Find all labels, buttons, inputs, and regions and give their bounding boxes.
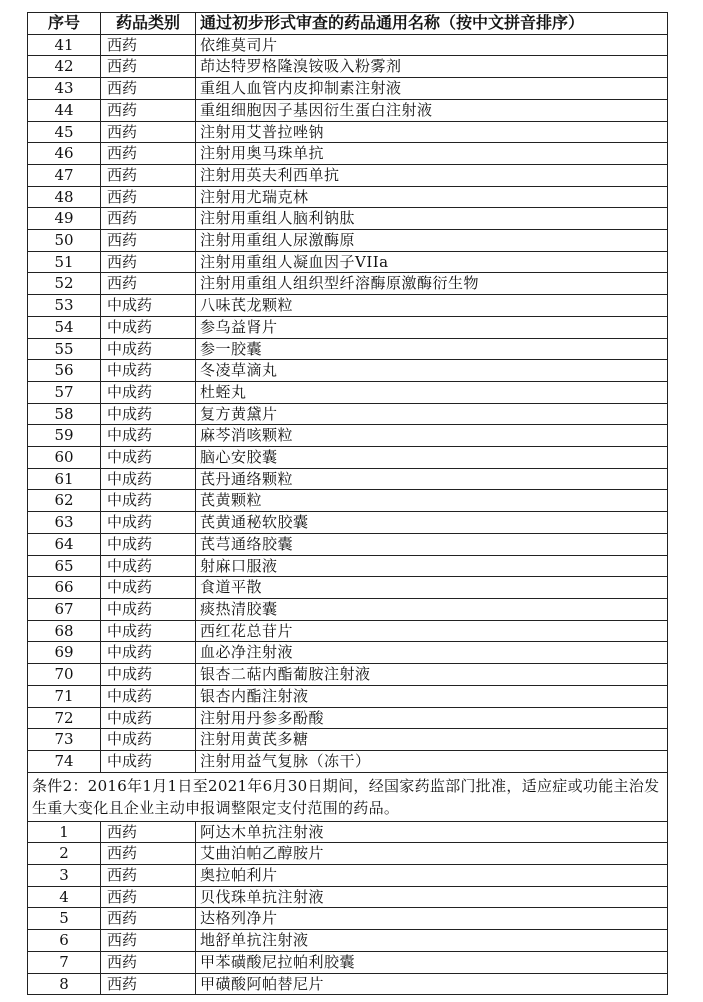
cell-drug-name: 注射用黄芪多糖 <box>196 729 668 751</box>
cell-category: 西药 <box>101 821 196 843</box>
table-row <box>28 886 668 908</box>
cell-drug-name: 阿达木单抗注射液 <box>196 821 668 843</box>
cell-category: 中成药 <box>101 642 196 664</box>
cell-drug-name: 艾曲泊帕乙醇胺片 <box>196 843 668 865</box>
cell-drug-name: 食道平散 <box>196 577 668 599</box>
cell-category: 中成药 <box>101 707 196 729</box>
cell-category: 西药 <box>101 843 196 865</box>
cell-drug-name: 参一胶囊 <box>196 338 668 360</box>
cell-no: 63 <box>28 512 101 534</box>
cell-category: 中成药 <box>101 620 196 642</box>
cell-category: 西药 <box>101 908 196 930</box>
cell-no: 46 <box>28 143 101 165</box>
cell-drug-name: 注射用英夫利西单抗 <box>196 164 668 186</box>
cell-drug-name: 达格列净片 <box>196 908 668 930</box>
cell-category: 中成药 <box>101 447 196 469</box>
cell-no: 45 <box>28 121 101 143</box>
cell-category: 中成药 <box>101 295 196 317</box>
condition-2-text: 条件2：2016年1月1日至2021年6月30日期间，经国家药监部门批准，适应症或功能主治发生重大变化且企业主动申报调整限定支付范围的药品。 <box>28 772 668 821</box>
cell-drug-name: 参乌益肾片 <box>196 316 668 338</box>
cell-category: 西药 <box>101 121 196 143</box>
drug-list-document <box>27 12 667 995</box>
table-row <box>28 295 668 317</box>
table-row <box>28 707 668 729</box>
table-row <box>28 908 668 930</box>
cell-drug-name: 注射用尤瑞克林 <box>196 186 668 208</box>
cell-drug-name: 芪芎通络胶囊 <box>196 533 668 555</box>
cell-no: 52 <box>28 273 101 295</box>
table-row <box>28 577 668 599</box>
cell-category: 西药 <box>101 251 196 273</box>
cell-no: 59 <box>28 425 101 447</box>
cell-drug-name: 依维莫司片 <box>196 34 668 56</box>
table-row <box>28 99 668 121</box>
cell-no: 71 <box>28 685 101 707</box>
cell-no: 55 <box>28 338 101 360</box>
cell-no: 72 <box>28 707 101 729</box>
cell-category: 中成药 <box>101 403 196 425</box>
cell-drug-name: 射麻口服液 <box>196 555 668 577</box>
cell-category: 西药 <box>101 56 196 78</box>
table-row <box>28 512 668 534</box>
cell-no: 4 <box>28 886 101 908</box>
cell-drug-name: 甲苯磺酸尼拉帕利胶囊 <box>196 951 668 973</box>
cell-no: 64 <box>28 533 101 555</box>
cell-drug-name: 甲磺酸阿帕替尼片 <box>196 973 668 995</box>
cell-drug-name: 芪黄颗粒 <box>196 490 668 512</box>
table-row <box>28 555 668 577</box>
cell-no: 48 <box>28 186 101 208</box>
cell-category: 中成药 <box>101 468 196 490</box>
cell-drug-name: 注射用奥马珠单抗 <box>196 143 668 165</box>
cell-category: 中成药 <box>101 338 196 360</box>
cell-no: 50 <box>28 230 101 252</box>
cell-category: 西药 <box>101 99 196 121</box>
drug-table <box>27 12 668 995</box>
cell-category: 西药 <box>101 208 196 230</box>
cell-category: 中成药 <box>101 577 196 599</box>
cell-no: 53 <box>28 295 101 317</box>
cell-no: 3 <box>28 865 101 887</box>
table-row <box>28 316 668 338</box>
cell-no: 43 <box>28 78 101 100</box>
cell-no: 1 <box>28 821 101 843</box>
cell-drug-name: 注射用重组人尿激酶原 <box>196 230 668 252</box>
cell-drug-name: 脑心安胶囊 <box>196 447 668 469</box>
cell-no: 57 <box>28 381 101 403</box>
table-row <box>28 973 668 995</box>
cell-drug-name: 注射用重组人脑利钠肽 <box>196 208 668 230</box>
condition-row <box>28 772 668 821</box>
cell-drug-name: 地舒单抗注射液 <box>196 930 668 952</box>
cell-drug-name: 杜蛭丸 <box>196 381 668 403</box>
cell-drug-name: 复方黄黛片 <box>196 403 668 425</box>
cell-no: 44 <box>28 99 101 121</box>
cell-category: 西药 <box>101 164 196 186</box>
table-row <box>28 750 668 772</box>
cell-drug-name: 奥拉帕利片 <box>196 865 668 887</box>
cell-category: 中成药 <box>101 381 196 403</box>
cell-category: 中成药 <box>101 316 196 338</box>
table-row <box>28 447 668 469</box>
cell-drug-name: 贝伐珠单抗注射液 <box>196 886 668 908</box>
table-row <box>28 381 668 403</box>
cell-no: 66 <box>28 577 101 599</box>
table-row <box>28 821 668 843</box>
cell-no: 65 <box>28 555 101 577</box>
cell-category: 中成药 <box>101 512 196 534</box>
cell-category: 西药 <box>101 865 196 887</box>
cell-no: 70 <box>28 664 101 686</box>
cell-drug-name: 八味芪龙颗粒 <box>196 295 668 317</box>
table-row <box>28 533 668 555</box>
cell-category: 西药 <box>101 34 196 56</box>
table-row <box>28 843 668 865</box>
cell-category: 中成药 <box>101 598 196 620</box>
cell-drug-name: 芪丹通络颗粒 <box>196 468 668 490</box>
cell-no: 69 <box>28 642 101 664</box>
cell-no: 62 <box>28 490 101 512</box>
cell-drug-name: 麻芩消咳颗粒 <box>196 425 668 447</box>
cell-category: 中成药 <box>101 664 196 686</box>
cell-drug-name: 注射用丹参多酚酸 <box>196 707 668 729</box>
cell-drug-name: 茚达特罗格隆溴铵吸入粉雾剂 <box>196 56 668 78</box>
table-row <box>28 143 668 165</box>
table-row <box>28 685 668 707</box>
cell-category: 中成药 <box>101 555 196 577</box>
cell-category: 中成药 <box>101 490 196 512</box>
cell-drug-name: 痰热清胶囊 <box>196 598 668 620</box>
cell-drug-name: 冬凌草滴丸 <box>196 360 668 382</box>
table-row <box>28 273 668 295</box>
table-row <box>28 186 668 208</box>
header-category: 药品类别 <box>101 13 196 35</box>
cell-drug-name: 注射用艾普拉唑钠 <box>196 121 668 143</box>
cell-no: 7 <box>28 951 101 973</box>
table-row <box>28 403 668 425</box>
table-row <box>28 951 668 973</box>
table-row <box>28 121 668 143</box>
cell-drug-name: 注射用重组人组织型纤溶酶原激酶衍生物 <box>196 273 668 295</box>
cell-drug-name: 西红花总苷片 <box>196 620 668 642</box>
cell-drug-name: 银杏内酯注射液 <box>196 685 668 707</box>
table-row <box>28 230 668 252</box>
table-row <box>28 664 668 686</box>
cell-category: 西药 <box>101 973 196 995</box>
table-row <box>28 56 668 78</box>
cell-category: 中成药 <box>101 750 196 772</box>
cell-no: 47 <box>28 164 101 186</box>
cell-no: 56 <box>28 360 101 382</box>
cell-no: 58 <box>28 403 101 425</box>
cell-no: 51 <box>28 251 101 273</box>
cell-no: 6 <box>28 930 101 952</box>
table-row <box>28 78 668 100</box>
cell-no: 5 <box>28 908 101 930</box>
table-section-a <box>28 34 668 772</box>
condition-section <box>28 772 668 821</box>
cell-drug-name: 注射用重组人凝血因子VIIa <box>196 251 668 273</box>
table-row <box>28 360 668 382</box>
table-row <box>28 338 668 360</box>
cell-drug-name: 血必净注射液 <box>196 642 668 664</box>
cell-no: 74 <box>28 750 101 772</box>
table-row <box>28 729 668 751</box>
cell-category: 中成药 <box>101 533 196 555</box>
header-drug-name: 通过初步形式审查的药品通用名称（按中文拼音排序） <box>196 13 668 35</box>
table-row <box>28 468 668 490</box>
cell-category: 中成药 <box>101 360 196 382</box>
cell-no: 49 <box>28 208 101 230</box>
table-row <box>28 425 668 447</box>
cell-category: 西药 <box>101 186 196 208</box>
table-row <box>28 208 668 230</box>
cell-no: 67 <box>28 598 101 620</box>
cell-no: 42 <box>28 56 101 78</box>
cell-category: 西药 <box>101 273 196 295</box>
cell-no: 54 <box>28 316 101 338</box>
table-row <box>28 34 668 56</box>
cell-drug-name: 注射用益气复脉（冻干） <box>196 750 668 772</box>
cell-category: 西药 <box>101 930 196 952</box>
cell-no: 41 <box>28 34 101 56</box>
cell-category: 中成药 <box>101 425 196 447</box>
cell-no: 2 <box>28 843 101 865</box>
cell-drug-name: 重组人血管内皮抑制素注射液 <box>196 78 668 100</box>
cell-no: 68 <box>28 620 101 642</box>
cell-category: 西药 <box>101 143 196 165</box>
cell-no: 60 <box>28 447 101 469</box>
cell-drug-name: 芪黄通秘软胶囊 <box>196 512 668 534</box>
table-row <box>28 251 668 273</box>
cell-no: 8 <box>28 973 101 995</box>
cell-no: 73 <box>28 729 101 751</box>
table-row <box>28 865 668 887</box>
table-row <box>28 620 668 642</box>
header-no: 序号 <box>28 13 101 35</box>
cell-drug-name: 重组细胞因子基因衍生蛋白注射液 <box>196 99 668 121</box>
table-row <box>28 164 668 186</box>
cell-category: 西药 <box>101 78 196 100</box>
cell-category: 西药 <box>101 886 196 908</box>
cell-category: 西药 <box>101 230 196 252</box>
table-row <box>28 930 668 952</box>
cell-category: 中成药 <box>101 685 196 707</box>
cell-category: 西药 <box>101 951 196 973</box>
table-row <box>28 598 668 620</box>
table-section-b <box>28 821 668 995</box>
cell-no: 61 <box>28 468 101 490</box>
table-row <box>28 490 668 512</box>
table-row <box>28 642 668 664</box>
cell-category: 中成药 <box>101 729 196 751</box>
cell-drug-name: 银杏二萜内酯葡胺注射液 <box>196 664 668 686</box>
table-header-row <box>28 13 668 35</box>
